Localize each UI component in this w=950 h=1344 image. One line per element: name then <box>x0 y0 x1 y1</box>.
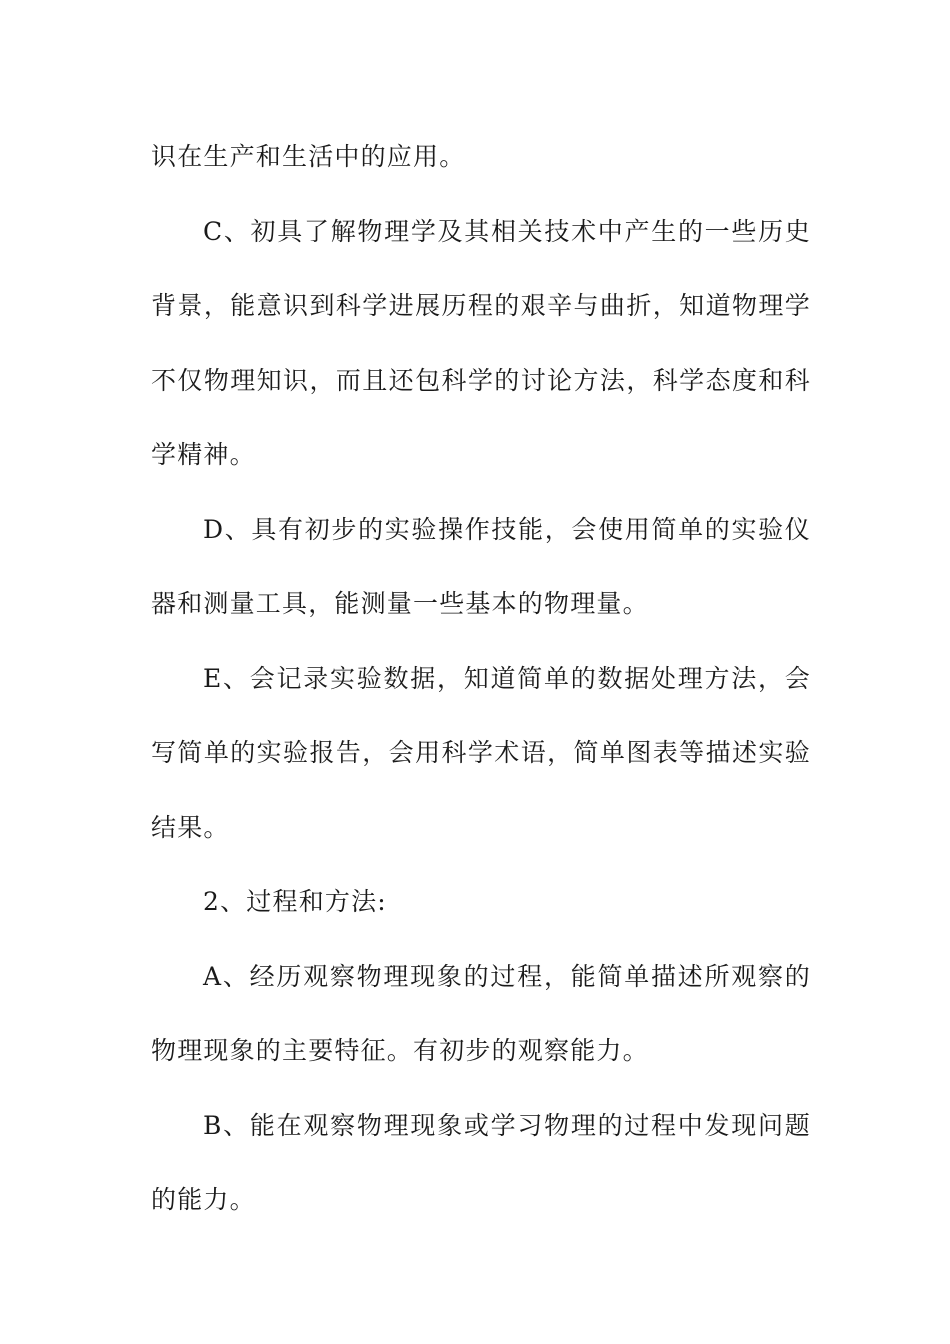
paragraph-item-c: C、初具了解物理学及其相关技术中产生的一些历史背景，能意识到科学进展历程的艰辛与曲折，知道物理学不仅物理知识，而且还包科学的讨论方法，科学态度和科学精神。 <box>151 216 811 469</box>
paragraph-item-d: D、具有初步的实验操作技能，会使用简单的实验仪器和测量工具，能测量一些基本的物理量。 <box>151 514 811 618</box>
paragraph-item-b: B、能在观察物理现象或学习物理的过程中发现问题的能力。 <box>151 1110 811 1214</box>
document-body <box>151 120 811 1238</box>
paragraph-item-a: A、经历观察物理现象的过程，能简单描述所观察的物理现象的主要特征。有初步的观察能力。 <box>151 961 811 1065</box>
section-heading-process-and-method: 2、过程和方法: <box>203 887 387 916</box>
paragraph-item-e: E、会记录实验数据，知道简单的数据处理方法，会写简单的实验报告，会用科学术语，简单图表等描述实验结果。 <box>151 663 811 842</box>
paragraph-continuation: 识在生产和生活中的应用。 <box>151 142 466 171</box>
